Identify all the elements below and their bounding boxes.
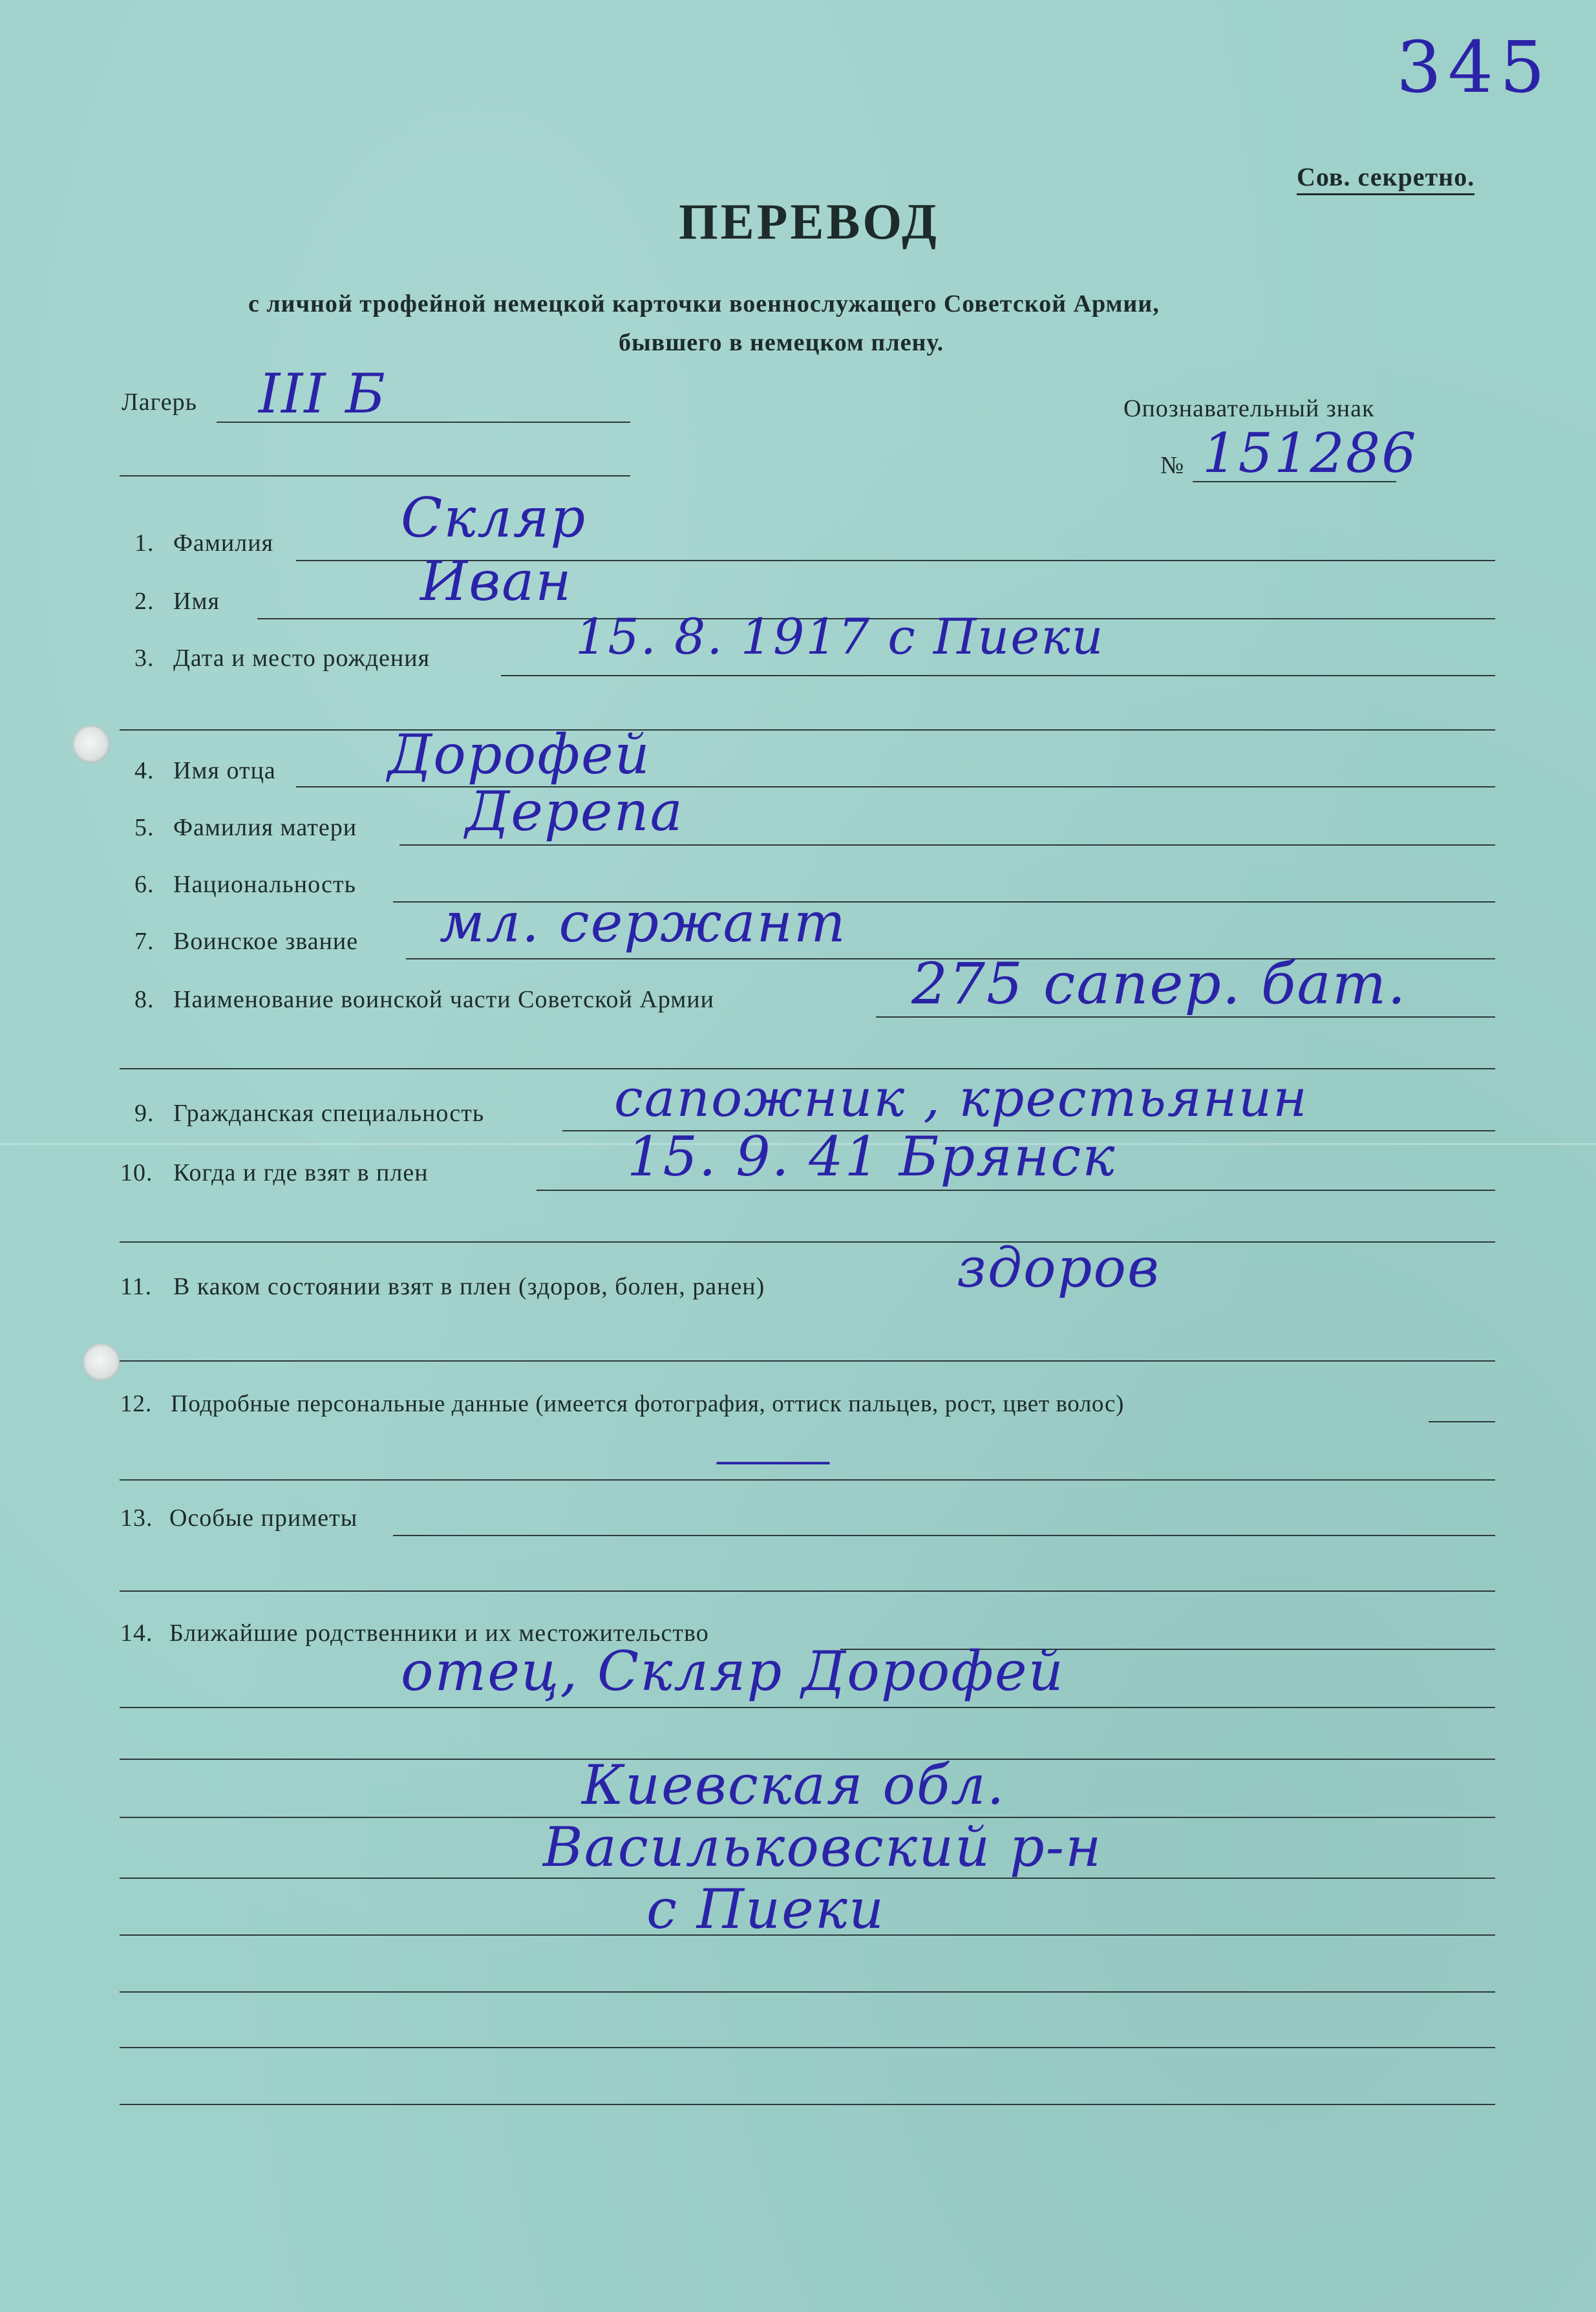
field-13-number: 13. bbox=[120, 1504, 153, 1532]
field-12-number: 12. bbox=[120, 1391, 153, 1417]
civil-profession-value: сапожник , крестьянин bbox=[614, 1068, 1308, 1128]
surname-value: Скляр bbox=[401, 486, 587, 550]
military-unit-value: 275 сапер. бат. bbox=[911, 950, 1407, 1017]
field-9-label: Гражданская специальность bbox=[173, 1100, 485, 1127]
relatives-line-rule bbox=[120, 1707, 1495, 1708]
relatives-line-3: Васильковский р-н bbox=[543, 1815, 1103, 1879]
camp-label: Лагерь bbox=[122, 389, 197, 416]
personal-data-value: — bbox=[711, 1438, 835, 1483]
field-11-label: В каком состоянии взят в плен (здоров, болен, ранен) bbox=[173, 1273, 765, 1300]
field-14-number: 14. bbox=[120, 1620, 153, 1647]
field-4-label: Имя отца bbox=[173, 757, 276, 784]
document-title: ПЕРЕВОД bbox=[679, 193, 939, 250]
id-tag-label: Опознавательный знак bbox=[1123, 395, 1375, 422]
document-subtitle-line1: с личной трофейной немецкой карточки военнослужащего Советской Армии, bbox=[248, 290, 1160, 317]
field-10-line bbox=[537, 1190, 1495, 1191]
first-name-value: Иван bbox=[420, 550, 573, 613]
relatives-line-rule bbox=[120, 2104, 1495, 2105]
field-3-label: Дата и место рождения bbox=[173, 645, 431, 672]
capture-condition-value: здоров bbox=[957, 1236, 1160, 1300]
field-10-number: 10. bbox=[120, 1159, 153, 1186]
field-4-number: 4. bbox=[134, 757, 154, 784]
field-7-label: Воинское звание bbox=[173, 928, 359, 955]
field-10-label: Когда и где взят в плен bbox=[173, 1159, 429, 1186]
relatives-line-rule bbox=[120, 1759, 1495, 1760]
father-name-value: Дорофей bbox=[388, 723, 651, 786]
camp-value: III Б bbox=[259, 362, 387, 425]
document-subtitle-line2: бывшего в немецком плену. bbox=[619, 329, 944, 356]
field-5-number: 5. bbox=[134, 814, 154, 841]
field-8-label: Наименование воинской части Советской Армии bbox=[173, 986, 714, 1013]
field-2-label: Имя bbox=[173, 588, 220, 615]
field-6-number: 6. bbox=[134, 871, 154, 898]
field-14-label: Ближайшие родственники и их местожительство bbox=[169, 1620, 709, 1647]
relatives-line-2: Киевская обл. bbox=[582, 1753, 1006, 1817]
camp-line-2 bbox=[120, 475, 630, 476]
id-tag-value: 151286 bbox=[1202, 422, 1418, 485]
field-2-number: 2. bbox=[134, 588, 154, 615]
field-13-label: Особые приметы bbox=[169, 1504, 358, 1532]
classification-stamp: Сов. секретно. bbox=[1297, 162, 1474, 195]
relatives-line-rule bbox=[120, 1817, 1495, 1818]
punch-hole bbox=[83, 1343, 120, 1381]
field-9-number: 9. bbox=[134, 1100, 154, 1127]
field-6-label: Национальность bbox=[173, 871, 356, 898]
field-3-line-2 bbox=[120, 729, 1495, 731]
field-11-line-2 bbox=[120, 1360, 1495, 1362]
field-12-line-2 bbox=[120, 1479, 1495, 1481]
military-rank-value: мл. сержант bbox=[440, 891, 847, 954]
field-10-line-2 bbox=[120, 1241, 1495, 1243]
field-12-label: Подробные персональные данные (имеется фотография, оттиск пальцев, рост, цвет волос) bbox=[171, 1391, 1124, 1417]
field-3-line bbox=[501, 675, 1495, 676]
capture-date-place-value: 15. 9. 41 Брянск bbox=[627, 1125, 1116, 1188]
archive-number: 345 bbox=[1396, 26, 1551, 109]
field-8-number: 8. bbox=[134, 986, 154, 1013]
relatives-line-rule bbox=[120, 1878, 1495, 1879]
field-13-line bbox=[393, 1535, 1495, 1536]
field-11-number: 11. bbox=[120, 1273, 153, 1300]
field-12-line bbox=[1429, 1421, 1495, 1422]
mother-surname-value: Дерепа bbox=[465, 780, 684, 843]
field-1-number: 1. bbox=[134, 530, 154, 557]
id-tag-number-prefix: № bbox=[1160, 452, 1185, 479]
field-7-number: 7. bbox=[134, 928, 154, 955]
relatives-line-rule bbox=[120, 2047, 1495, 2048]
punch-hole bbox=[72, 725, 110, 763]
field-5-line bbox=[399, 844, 1495, 846]
field-1-label: Фамилия bbox=[173, 530, 274, 557]
birth-date-place-value: 15. 8. 1917 с Пиеки bbox=[575, 608, 1105, 665]
relatives-line-1: отец, Скляр Дорофей bbox=[401, 1640, 1065, 1703]
field-13-line-2 bbox=[120, 1590, 1495, 1592]
relatives-line-rule bbox=[120, 1934, 1495, 1936]
field-5-label: Фамилия матери bbox=[173, 814, 357, 841]
field-3-number: 3. bbox=[134, 645, 154, 672]
relatives-line-rule bbox=[120, 1991, 1495, 1993]
relatives-line-4: с Пиеки bbox=[646, 1878, 886, 1941]
